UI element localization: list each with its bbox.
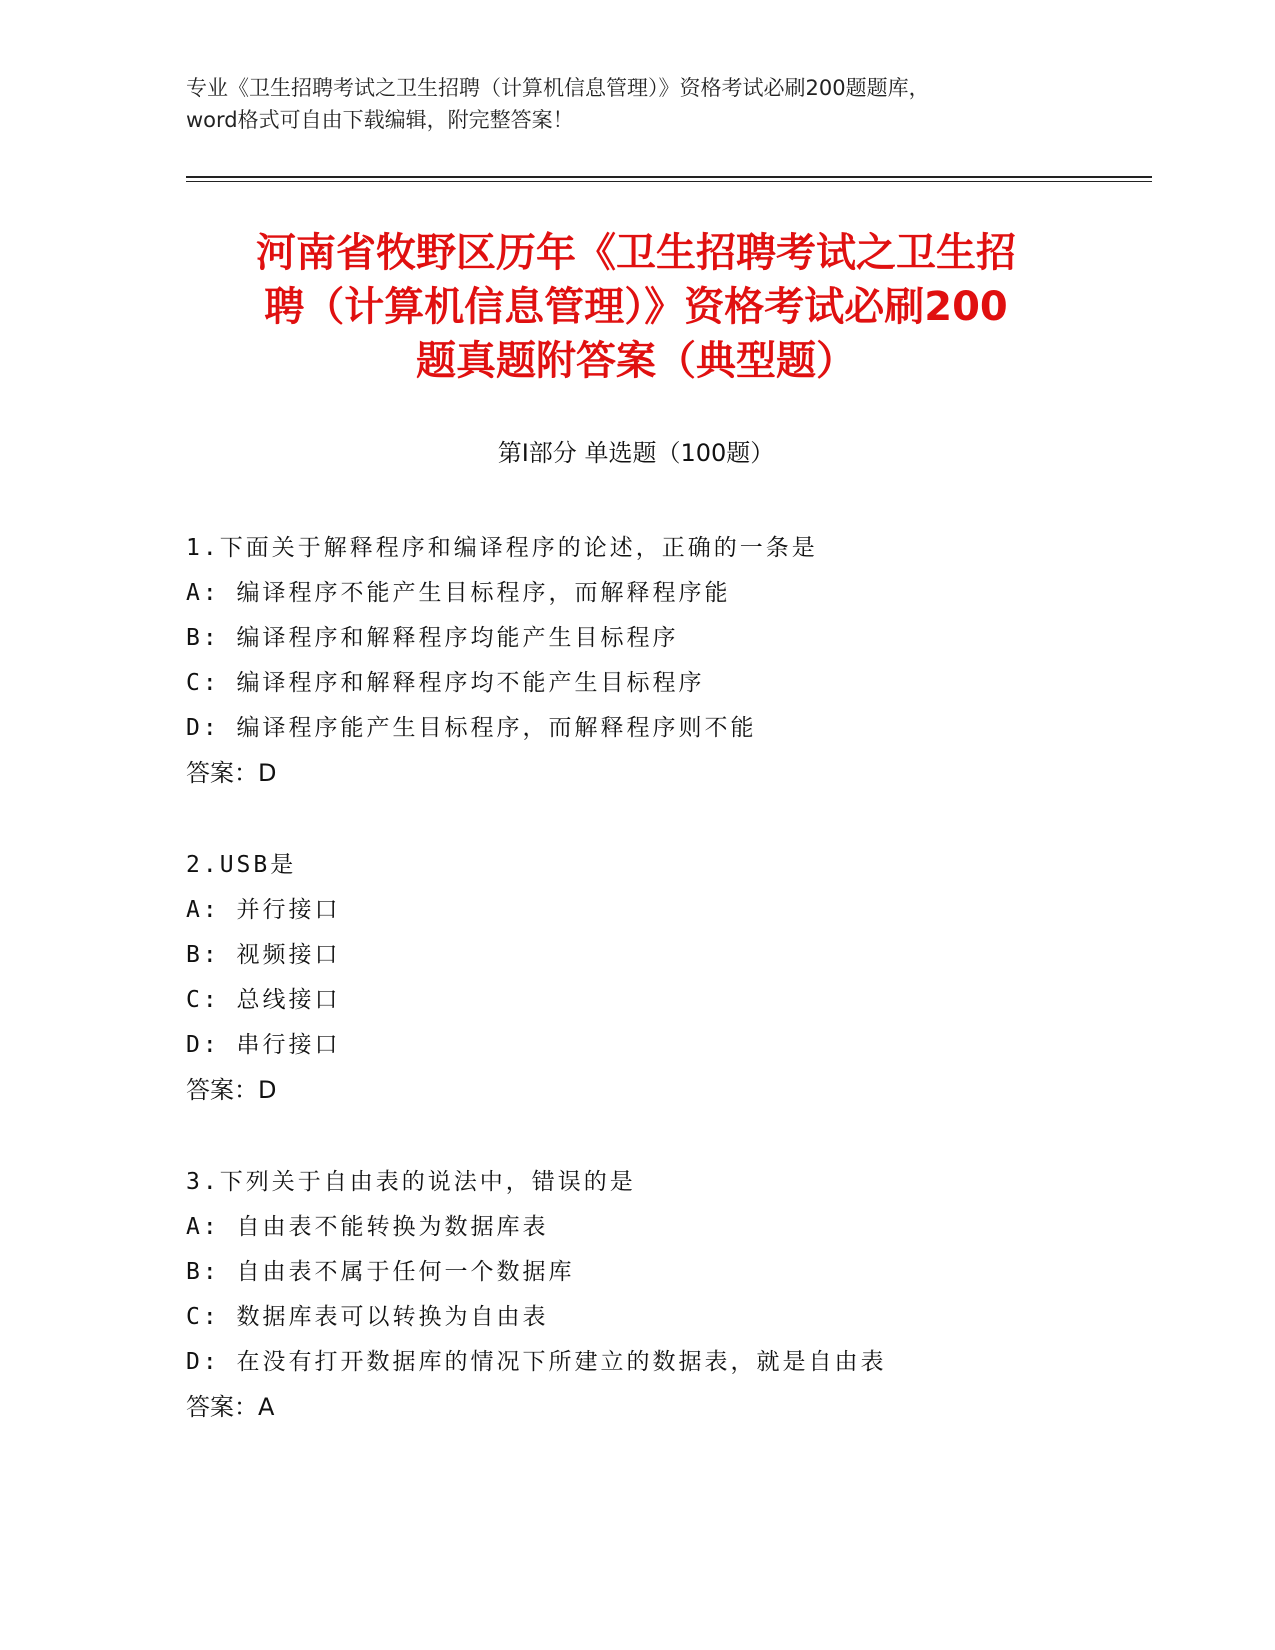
answer-line: 答案：D [186, 759, 277, 787]
option-a: A: 编译程序不能产生目标程序，而解释程序能 [186, 580, 731, 606]
answer-line: 答案：A [186, 1393, 275, 1421]
option-b: B: 视频接口 [186, 942, 341, 968]
option-a: A: 并行接口 [186, 897, 341, 923]
question-list [186, 526, 1146, 1477]
question-item [186, 526, 1146, 796]
question-stem: 2.USB是 [186, 852, 297, 878]
header-divider-thick [186, 176, 1152, 178]
document-title-line-3: 题真题附答案（典型题） [416, 338, 856, 384]
option-c: C: 总线接口 [186, 987, 341, 1013]
option-b: B: 编译程序和解释程序均能产生目标程序 [186, 625, 679, 651]
option-a: A: 自由表不能转换为数据库表 [186, 1214, 549, 1240]
option-d: D: 在没有打开数据库的情况下所建立的数据表，就是自由表 [186, 1349, 887, 1375]
section-heading: 第Ⅰ部分 单选题（100题） [497, 439, 775, 467]
option-c: C: 编译程序和解释程序均不能产生目标程序 [186, 670, 705, 696]
header-note-line-2: word格式可自由下载编辑，附完整答案！ [186, 108, 574, 132]
document-title [186, 226, 1086, 388]
answer-line: 答案：D [186, 1076, 277, 1104]
header-note [186, 72, 1086, 136]
document-title-line-2: 聘（计算机信息管理）》资格考试必刷200 [264, 284, 1008, 330]
header-note-line-1: 专业《卫生招聘考试之卫生招聘（计算机信息管理）》资格考试必刷200题题库， [186, 76, 930, 100]
header-divider-thin [186, 181, 1152, 182]
option-d: D: 串行接口 [186, 1032, 341, 1058]
question-item [186, 1160, 1146, 1430]
question-stem: 3.下列关于自由表的说法中，错误的是 [186, 1169, 636, 1195]
option-c: C: 数据库表可以转换为自由表 [186, 1304, 549, 1330]
question-stem: 1.下面关于解释程序和编译程序的论述，正确的一条是 [186, 535, 818, 561]
option-d: D: 编译程序能产生目标程序，而解释程序则不能 [186, 715, 757, 741]
question-item [186, 843, 1146, 1113]
option-b: B: 自由表不属于任何一个数据库 [186, 1259, 575, 1285]
document-title-line-1: 河南省牧野区历年《卫生招聘考试之卫生招 [256, 230, 1016, 276]
